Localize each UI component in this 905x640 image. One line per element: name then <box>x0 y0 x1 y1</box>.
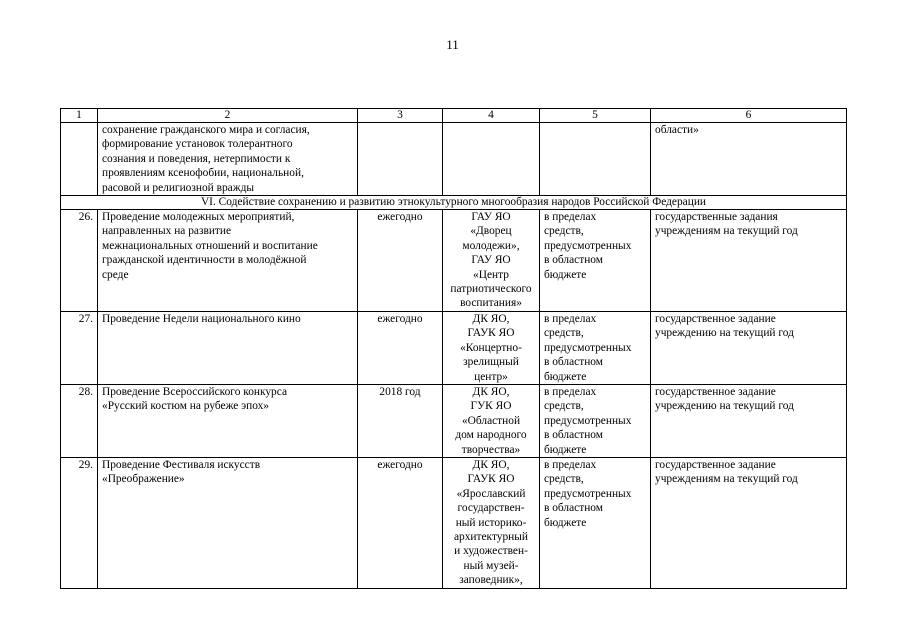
executor-cell-line: воспитания» <box>460 297 522 310</box>
executor-cell-line: заповедник», <box>459 574 523 587</box>
finance-cell-line: в пределах <box>544 458 597 471</box>
table-row <box>61 311 847 384</box>
executor-cell-line: центр» <box>474 370 508 383</box>
event-cell-line: Проведение Недели национального кино <box>102 312 301 325</box>
column-number: 4 <box>443 109 540 123</box>
indicator-cell-line: государственное задание <box>655 458 776 471</box>
executor-cell <box>443 123 540 196</box>
column-numbers-row <box>61 109 847 123</box>
finance-cell-line: бюджете <box>544 516 587 529</box>
executor-cell-line: «Концертно- <box>460 341 522 354</box>
indicator-cell-line: государственные задания <box>655 211 778 224</box>
indicator-cell <box>651 311 847 384</box>
section-title: VI. Содействие сохранению и развитию этнокультурного многообразия народов Российской Федерации <box>61 196 847 210</box>
executor-cell-line: ный музей- <box>463 559 519 572</box>
event-cell-line: «Русский костюм на рубеже эпох» <box>102 400 269 413</box>
finance-cell <box>540 311 651 384</box>
event-cell-line: гражданской идентичности в молодёжной <box>102 254 307 267</box>
row-number <box>61 123 98 196</box>
executor-cell-line: «Областной <box>461 414 521 427</box>
indicator-cell-line: государственное задание <box>655 385 776 398</box>
executor-cell-line: и художествен- <box>454 545 528 558</box>
executor-cell-line: ДК ЯО, <box>472 458 510 471</box>
period-cell: ежегодно <box>358 210 443 312</box>
event-cell-line: Проведение молодежных мероприятий, <box>102 211 295 224</box>
table-row-continued <box>61 123 847 196</box>
executor-cell-line: ДК ЯО, <box>472 312 510 325</box>
finance-cell-line: средств, <box>544 473 584 486</box>
row-number: 26. <box>61 210 98 312</box>
executor-cell-line: государствен- <box>457 502 525 515</box>
event-cell-line: сохранение гражданского мира и согласия, <box>102 124 310 136</box>
finance-cell <box>540 457 651 588</box>
section-row <box>61 196 847 210</box>
executor-cell-line: творчества» <box>461 443 521 456</box>
indicator-cell-line: учреждениям на текущий год <box>655 225 798 238</box>
row-number: 27. <box>61 311 98 384</box>
table-row <box>61 210 847 312</box>
column-number: 5 <box>540 109 651 123</box>
executor-cell-line: дом народного <box>455 429 527 442</box>
indicator-cell-line: учреждениям на текущий год <box>655 473 798 486</box>
finance-cell <box>540 210 651 312</box>
executor-cell-line: патриотического <box>450 283 532 296</box>
finance-cell-line: в областном <box>544 502 603 515</box>
table-row <box>61 457 847 588</box>
executor-cell-line: ДК ЯО, <box>472 385 510 398</box>
column-number: 1 <box>61 109 98 123</box>
event-cell-line: «Преображение» <box>102 473 185 486</box>
executor-cell-line: ГАУК ЯО <box>467 473 515 486</box>
event-cell-line: Проведение Фестиваля искусств <box>102 458 261 471</box>
finance-cell-line: предусмотренных <box>544 487 632 500</box>
period-cell: ежегодно <box>358 311 443 384</box>
executor-cell-line: «Дворец <box>470 225 512 238</box>
indicator-cell <box>651 123 847 196</box>
executor-cell-line: ГАУК ЯО <box>467 327 515 340</box>
finance-cell <box>540 384 651 457</box>
event-cell-line: формирование установок толерантного <box>102 138 293 151</box>
executor-cell-line: ГУК ЯО <box>470 400 512 413</box>
event-cell <box>98 457 358 588</box>
executor-cell-line: молодежи», <box>462 239 520 252</box>
executor-cell-line: ГАУ ЯО <box>471 211 511 224</box>
indicator-cell-line: области» <box>655 124 699 136</box>
finance-cell-line: в пределах <box>544 312 597 325</box>
finance-cell-line: предусмотренных <box>544 414 632 427</box>
indicator-cell <box>651 210 847 312</box>
finance-cell-line: в пределах <box>544 385 597 398</box>
finance-cell-line: бюджете <box>544 268 587 281</box>
period-cell: 2018 год <box>358 384 443 457</box>
finance-cell-line: бюджете <box>544 443 587 456</box>
executor-cell <box>443 457 540 588</box>
finance-cell-line: в пределах <box>544 211 597 224</box>
executor-cell-line: архитектурный <box>453 530 529 543</box>
row-number: 28. <box>61 384 98 457</box>
executor-cell <box>443 311 540 384</box>
finance-cell-line: предусмотренных <box>544 341 632 354</box>
column-number: 3 <box>358 109 443 123</box>
finance-cell-line: средств, <box>544 400 584 413</box>
page-number: 11 <box>446 37 459 52</box>
event-cell-line: сознания и поведения, нетерпимости к <box>102 152 291 165</box>
executor-cell <box>443 384 540 457</box>
indicator-cell-line: учреждению на текущий год <box>655 400 794 413</box>
event-cell-line: проявлениям ксенофобии, национальной, <box>102 167 304 180</box>
period-cell <box>358 123 443 196</box>
indicator-cell-line: учреждению на текущий год <box>655 327 794 340</box>
event-cell-line: Проведение Всероссийского конкурса <box>102 385 288 398</box>
event-cell <box>98 210 358 312</box>
executor-cell-line: зрелищный <box>463 356 519 369</box>
table-body <box>61 109 847 589</box>
indicator-cell <box>651 457 847 588</box>
executor-cell <box>443 210 540 312</box>
table-row <box>61 384 847 457</box>
finance-cell-line: бюджете <box>544 370 587 383</box>
event-cell <box>98 311 358 384</box>
event-cell <box>98 384 358 457</box>
row-number: 29. <box>61 457 98 588</box>
finance-cell-line: средств, <box>544 327 584 340</box>
period-cell: ежегодно <box>358 457 443 588</box>
column-number: 6 <box>651 109 847 123</box>
event-cell <box>98 123 358 196</box>
finance-cell-line: предусмотренных <box>544 239 632 252</box>
event-cell-line: расовой и религиозной вражды <box>102 181 255 194</box>
indicator-cell <box>651 384 847 457</box>
column-number: 2 <box>98 109 358 123</box>
event-cell-line: межнациональных отношений и воспитание <box>102 239 318 252</box>
executor-cell-line: «Центр <box>473 268 509 281</box>
finance-cell <box>540 123 651 196</box>
event-cell-line: среде <box>102 268 129 281</box>
executor-cell-line: ГАУ ЯО <box>471 254 511 267</box>
finance-cell-line: в областном <box>544 429 603 442</box>
indicator-cell-line: государственное задание <box>655 312 776 325</box>
executor-cell-line: «Ярославский <box>456 487 526 500</box>
finance-cell-line: средств, <box>544 225 584 238</box>
plan-table <box>60 108 847 589</box>
finance-cell-line: в областном <box>544 356 603 369</box>
executor-cell-line: ный историко- <box>455 516 527 529</box>
event-cell-line: направленных на развитие <box>102 225 232 238</box>
finance-cell-line: в областном <box>544 254 603 267</box>
